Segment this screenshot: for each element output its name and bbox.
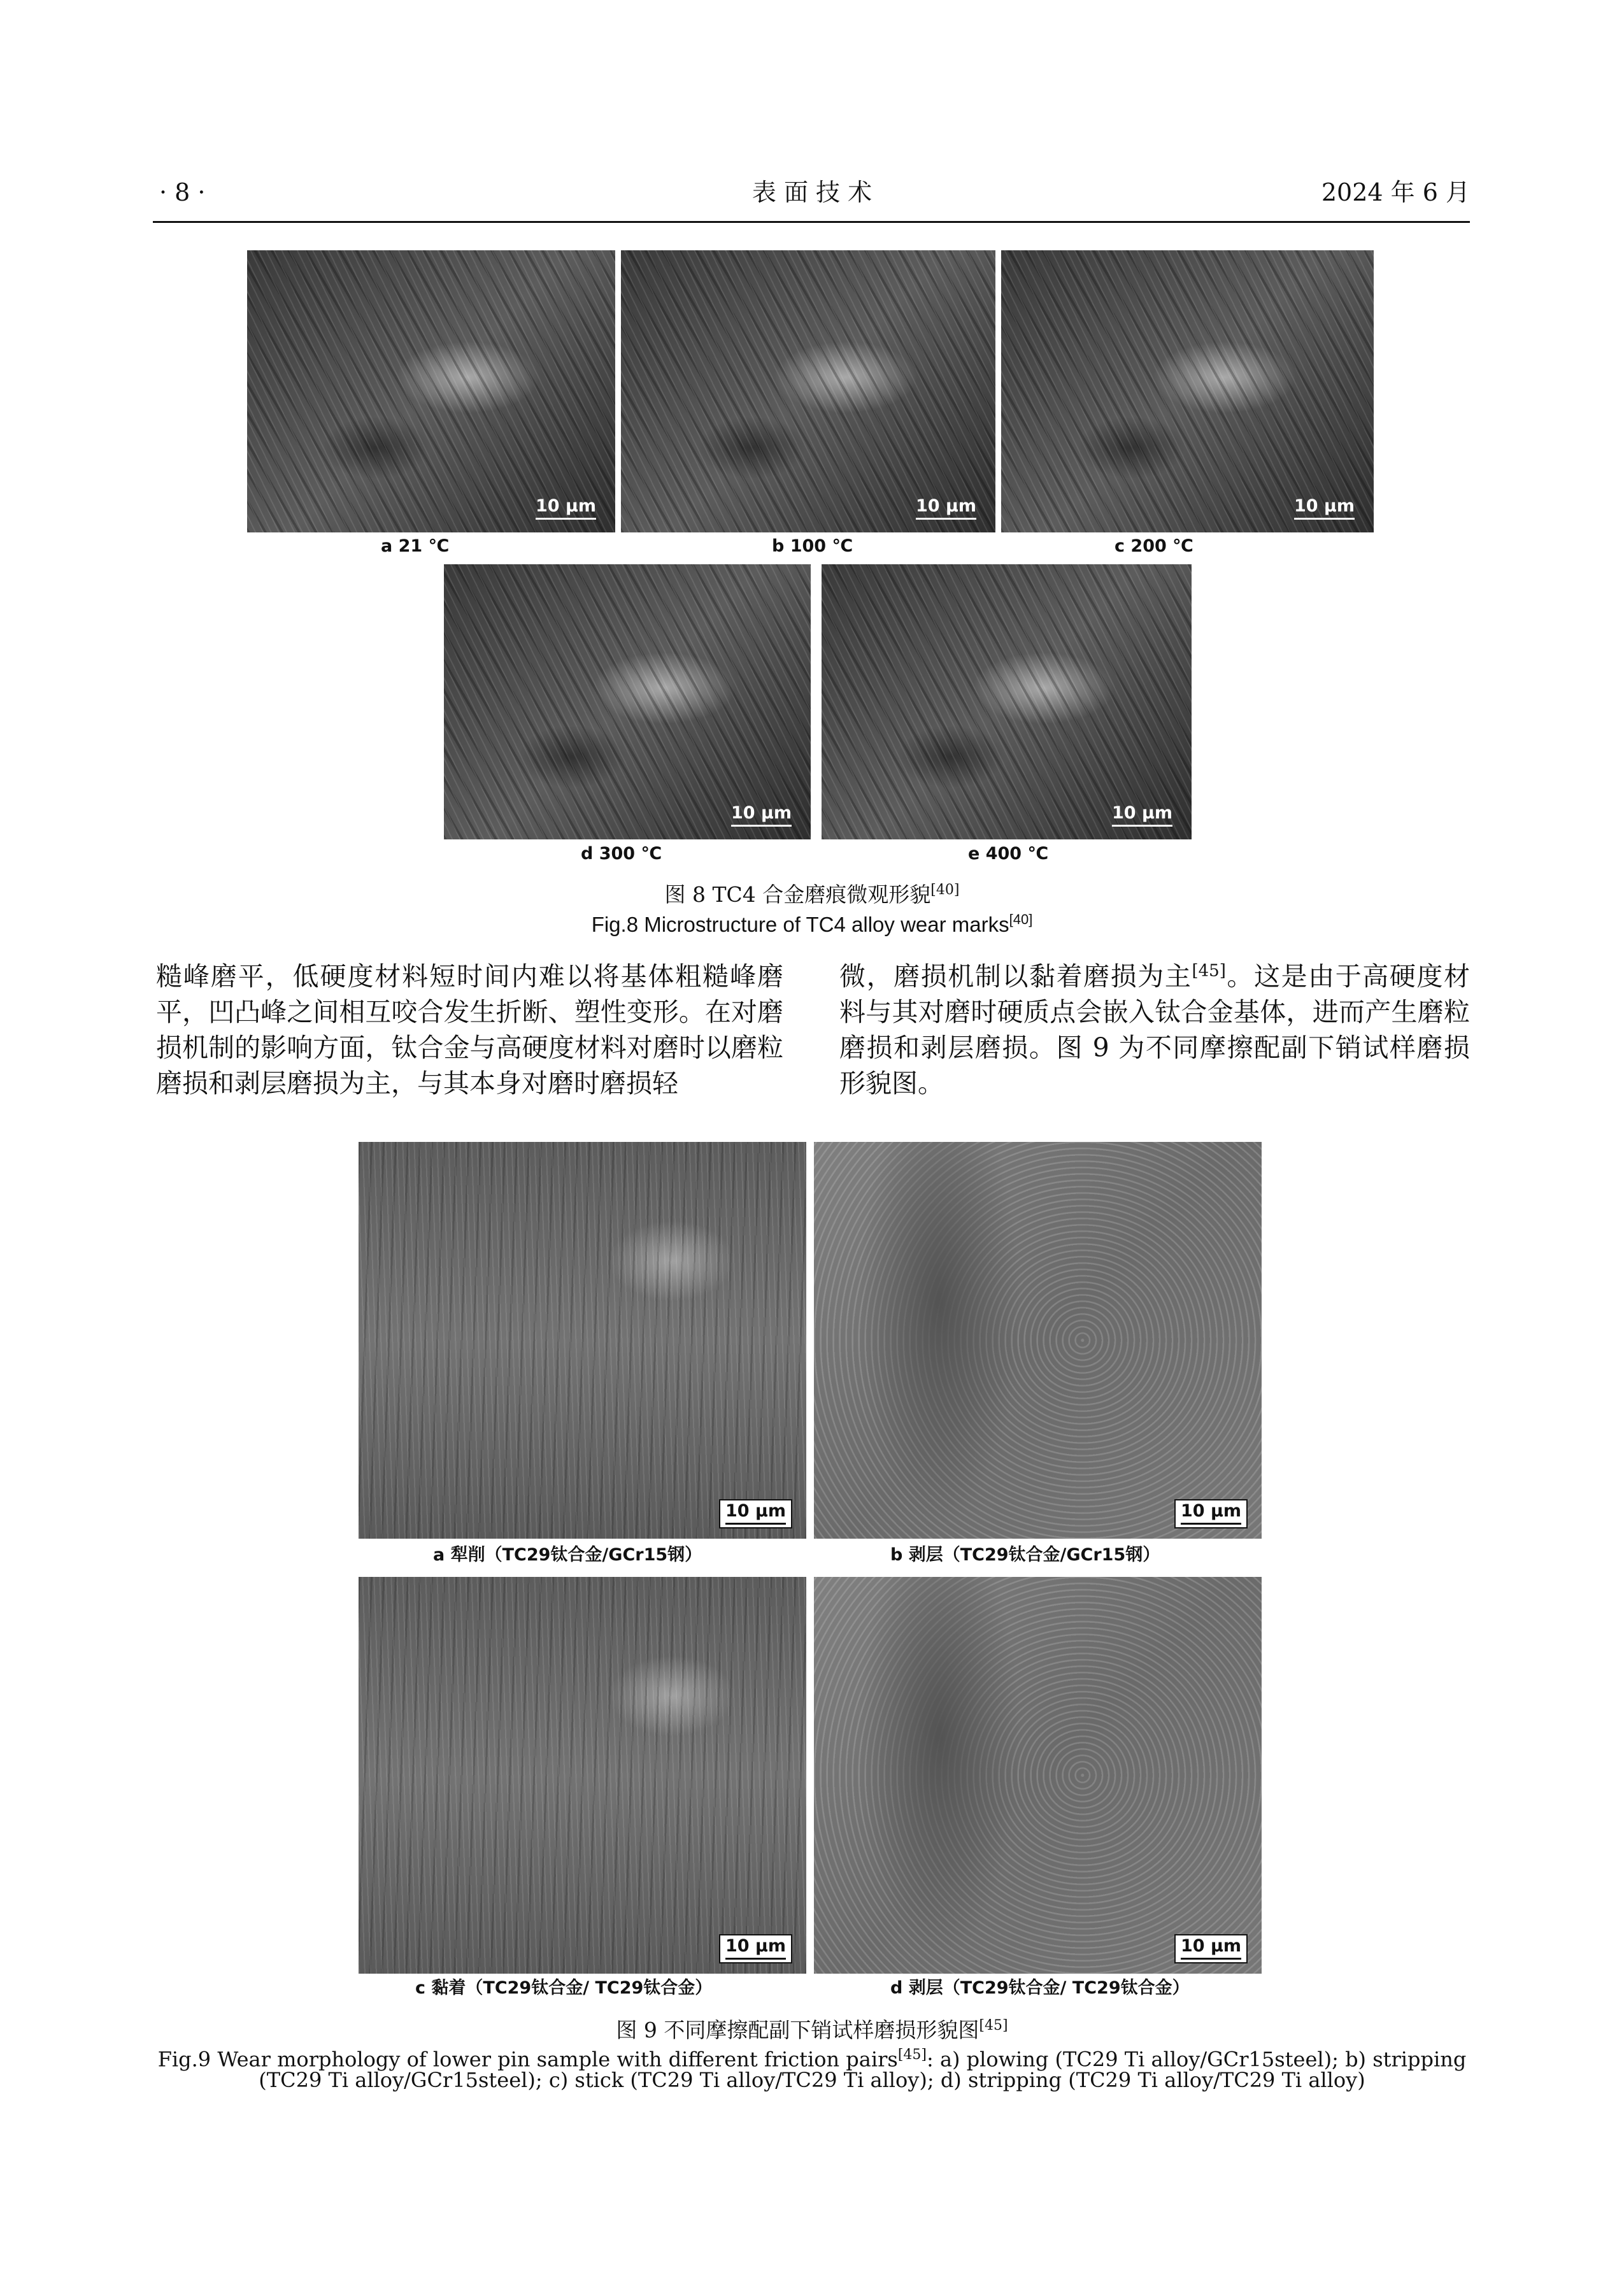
scale-bar: 10 μm: [1289, 495, 1360, 522]
panel-label-d: d 300 ℃: [581, 844, 662, 864]
sem-image-e-400c: [822, 564, 1192, 839]
panel-label-b: b 剥层（TC29钛合金/GCr15钢）: [890, 1545, 1160, 1565]
scale-bar: 10 μm: [1107, 802, 1178, 829]
scale-bar: 10 μm: [719, 1934, 792, 1963]
sem-image-a-plowing: [359, 1142, 806, 1539]
journal-title: 表 面 技 术: [751, 178, 873, 206]
figure8-caption-en: Fig.8 Microstructure of TC4 alloy wear marks[40]: [591, 911, 1033, 936]
sem-image-c-stick: [359, 1577, 806, 1974]
figure9-caption-en-line2: (TC29 Ti alloy/GCr15steel); c) stick (TC29 Ti alloy/TC29 Ti alloy); d) stripping (TC29 Ti alloy/TC29 Ti alloy): [259, 2068, 1365, 2092]
sem-image-c-200c: [1001, 250, 1374, 532]
sem-image-b-100c: [621, 250, 995, 532]
scale-bar: 10 μm: [1174, 1934, 1248, 1963]
scale-bar: 10 μm: [719, 1499, 792, 1528]
header-rule: [153, 221, 1470, 223]
figure8-caption-cn: 图 8 TC4 合金磨痕微观形貌[40]: [664, 882, 960, 907]
sem-image-d-stripping: [814, 1577, 1262, 1974]
panel-label-c: c 200 ℃: [1115, 536, 1193, 556]
figure9-caption-cn: 图 9 不同摩擦配副下销试样磨损形貌图[45]: [616, 2018, 1008, 2042]
panel-label-a: a 犁削（TC29钛合金/GCr15钢）: [433, 1545, 702, 1565]
body-left-column: 糙峰磨平，低硬度材料短时间内难以将基体粗糙峰磨平，凹凸峰之间相互咬合发生折断、塑性变形。在对磨损机制的影响方面，钛合金与高硬度材料对磨时以磨粒磨损和剥层磨损为主，与其本身对磨时磨损轻: [156, 961, 783, 1099]
panel-label-d: d 剥层（TC29钛合金/ TC29钛合金）: [890, 1978, 1190, 1998]
issue-date: 2024 年 6 月: [1321, 178, 1470, 206]
sem-image-a-21c: [247, 250, 615, 532]
body-right-column: 微，磨损机制以黏着磨损为主[45]。这是由于高硬度材料与其对磨时硬质点会嵌入钛合金基体，进而产生磨粒磨损和剥层磨损。图 9 为不同摩擦配副下销试样磨损形貌图。: [839, 961, 1471, 1099]
panel-label-b: b 100 ℃: [772, 536, 853, 556]
scale-bar: 10 μm: [726, 802, 797, 829]
panel-label-a: a 21 ℃: [381, 536, 450, 556]
sem-image-d-300c: [444, 564, 811, 839]
panel-label-c: c 黏着（TC29钛合金/ TC29钛合金）: [415, 1978, 713, 1998]
sem-image-b-stripping: [814, 1142, 1262, 1539]
panel-label-e: e 400 ℃: [968, 844, 1049, 864]
scale-bar: 10 μm: [1174, 1499, 1248, 1528]
figure9-caption-en-line1: Fig.9 Wear morphology of lower pin sample with different friction pairs[45]: a) plowing (TC29 Ti alloy/GCr15steel); b) stripping: [157, 2047, 1467, 2072]
scale-bar: 10 μm: [911, 495, 981, 522]
page-number: · 8 ·: [159, 178, 206, 206]
scale-bar: 10 μm: [531, 495, 601, 522]
